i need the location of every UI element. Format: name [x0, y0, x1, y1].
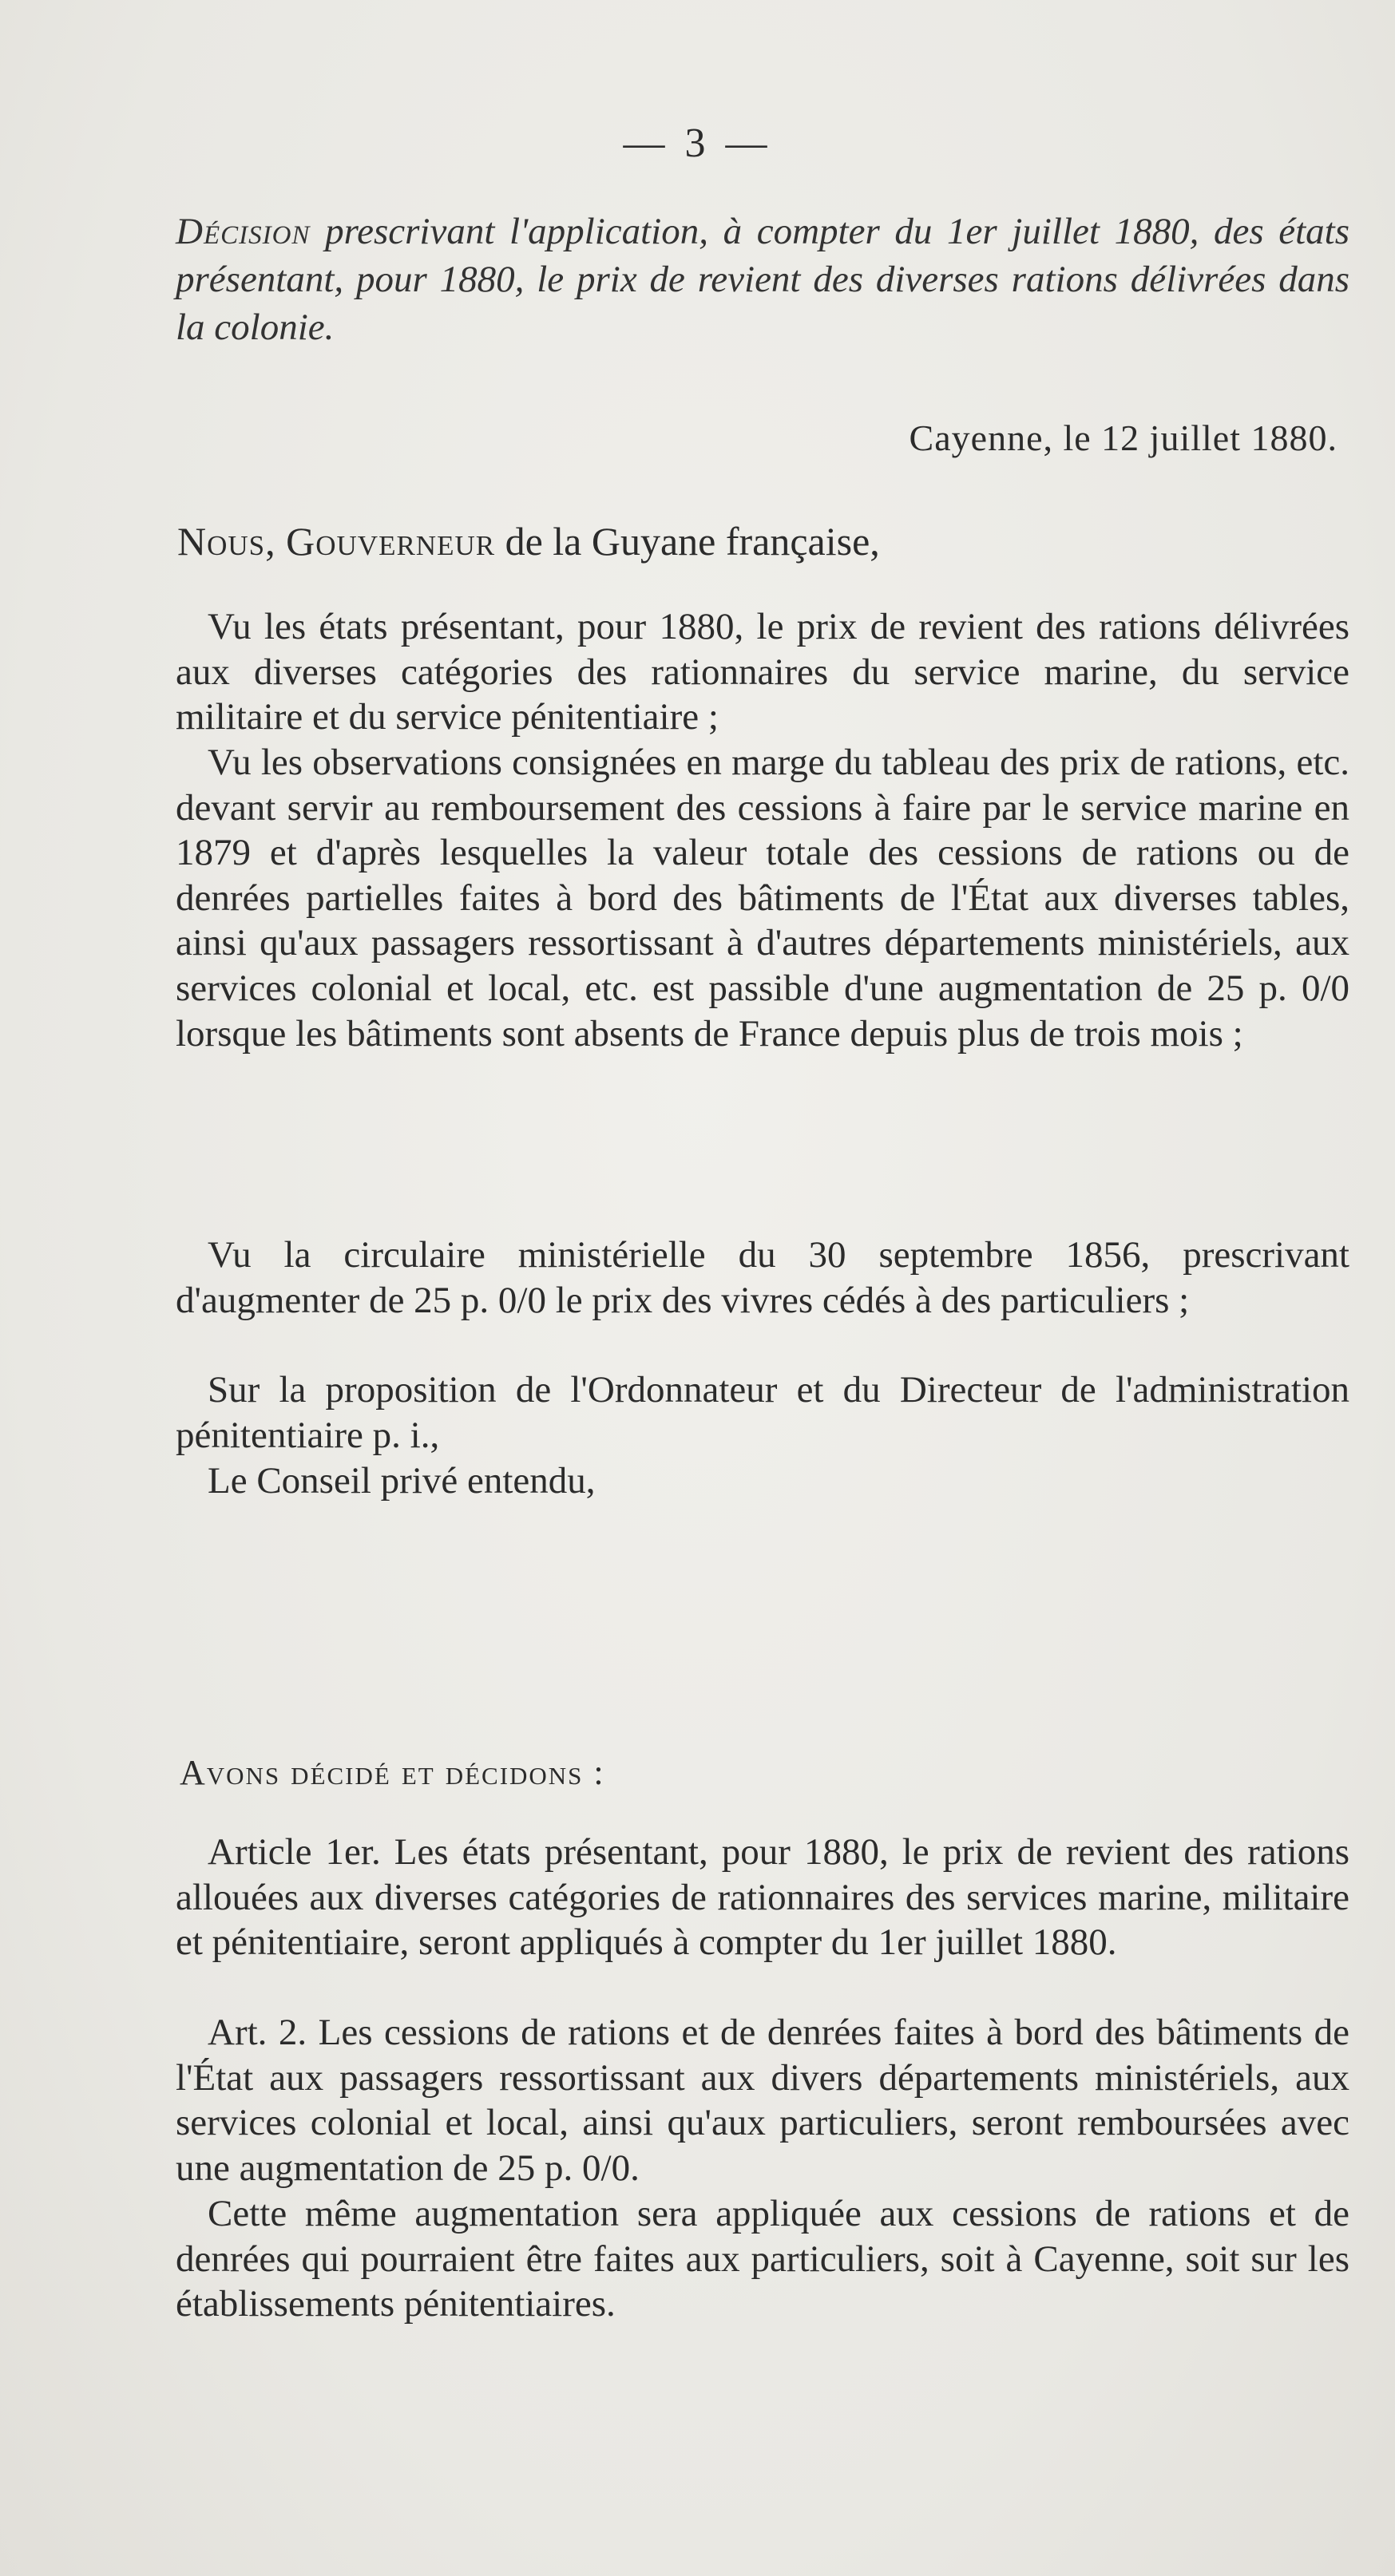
considerant-2: Vu les observations consignées en marge du tableau des prix de rations, etc. devant servir au remboursement des cessions à faire par le service marine en 1879 et d'après lesquelles la valeur totale des cessions de rations ou de denrées partielles faites à bord des bâtiments de l'État aux diverses tables, ainsi qu'aux passagers ressortissant à d'autres départements ministériels, aux services colonial et local, etc. est passible d'une augmentation de 25 p. 0/0 lorsque les bâtiments sont absents de France depuis plus de trois mois ;	[176, 742, 1349, 1055]
page-number: — 3 —	[623, 121, 772, 166]
considerant-5: Le Conseil privé entendu,	[208, 1460, 596, 1502]
article-2-paragraph-2: Cette même augmentation sera appliquée aux cessions de rations et de denrées qui pourraient être faites aux particuliers, soit à Cayenne, soit sur les établissements pénitentiaires.	[176, 2193, 1349, 2325]
article-1: Article 1er. Les états présentant, pour 1880, le prix de revient des rations allouées aux diverses catégories de rationnaires des services marine, militaire et pénitentiaire, seront appliqués à compter du 1er juillet 1880.	[176, 1831, 1349, 1963]
decision-title-heading: Décision	[176, 211, 311, 252]
considerant-1: Vu les états présentant, pour 1880, le prix de revient des rations délivrées aux diverses catégories des rationnaires du service marine, du service militaire et du service pénitentiaire ;	[176, 606, 1349, 738]
article-2: Art. 2. Les cessions de rations et de denrées faites à bord des bâtiments de l'État aux passagers ressortissant aux divers départements ministériels, aux services colonial et local, ainsi qu'aux particuliers, seront remboursées avec une augmentation de 25 p. 0/0.	[176, 2012, 1349, 2189]
considerant-4: Sur la proposition de l'Ordonnateur et du Directeur de l'administration pénitentiaire p. i.,	[176, 1369, 1349, 1456]
nous-line-rest: de la Guyane française,	[505, 519, 880, 564]
considerant-3: Vu la circulaire ministérielle du 30 septembre 1856, prescrivant d'augmenter de 25 p. 0/0 le prix des vivres cédés à des particuliers ;	[176, 1234, 1349, 1321]
gouverneur-word: Gouverneur	[286, 519, 496, 564]
decision-title	[176, 208, 1349, 351]
place-date: Cayenne, le 12 juillet 1880.	[909, 417, 1338, 458]
decision-title-text: prescrivant l'application, à compter du 1er juillet 1880, des états présentant, pour 1880, le prix de revient des diverses rations délivrées dans la colonie.	[176, 211, 1350, 348]
nous-word: Nous,	[177, 519, 276, 564]
avons-decide-heading: Avons décidé et décidons :	[180, 1753, 605, 1792]
nous-gouverneur-line	[177, 517, 880, 565]
